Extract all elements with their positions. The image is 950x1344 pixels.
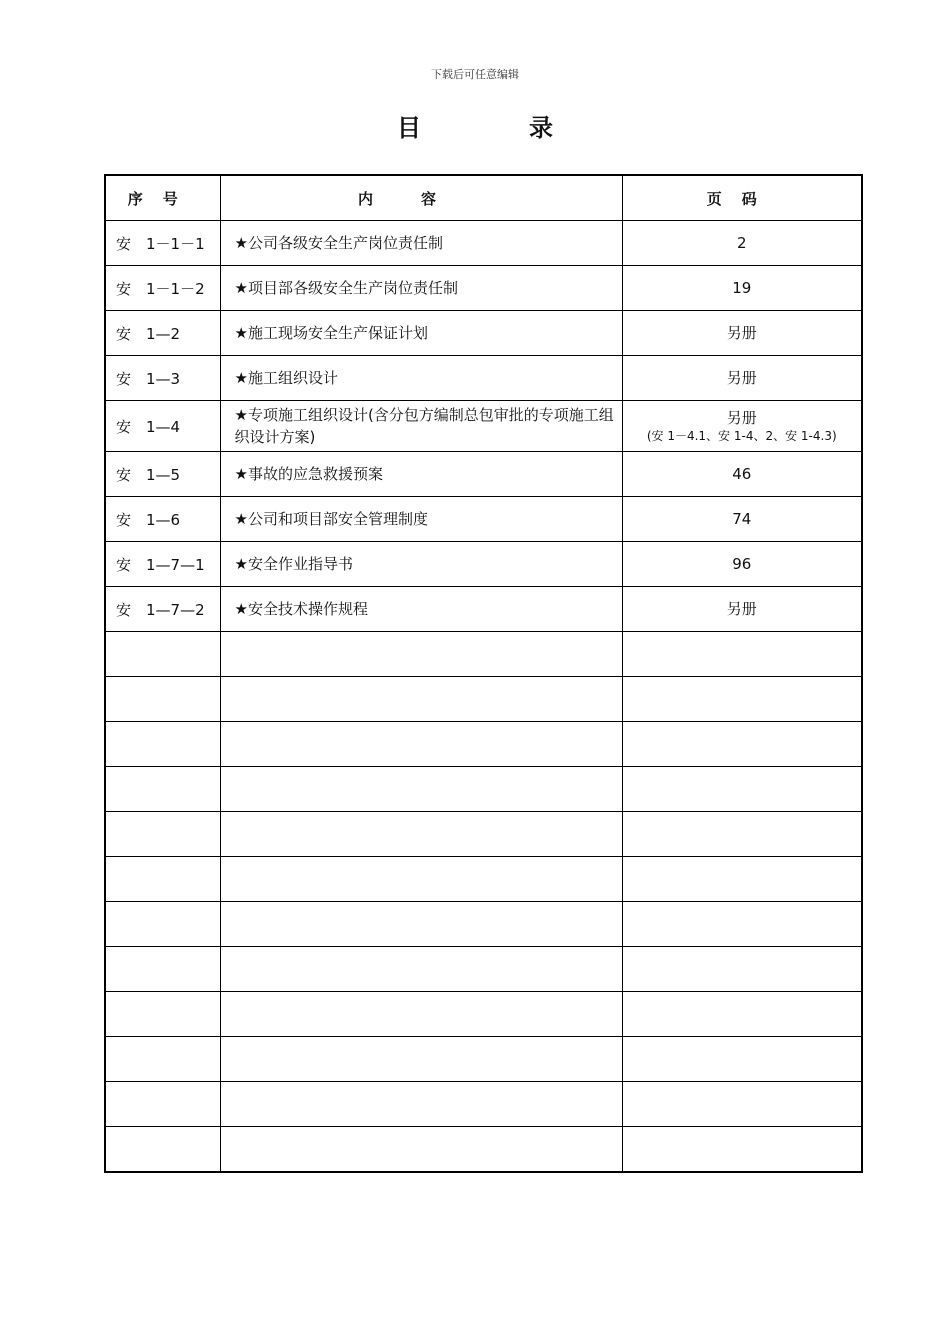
empty-cell: [105, 857, 220, 902]
row-content: ★公司各级安全生产岗位责任制: [220, 221, 622, 266]
row-seq: 安 1－1－1: [105, 221, 220, 266]
row-content: ★施工组织设计: [220, 356, 622, 401]
empty-cell: [220, 1037, 622, 1082]
table-row: [105, 587, 862, 632]
empty-cell: [105, 1037, 220, 1082]
row-seq: 安 1—7—2: [105, 587, 220, 632]
empty-cell: [622, 767, 862, 812]
column-header-page: 页码: [622, 175, 862, 221]
empty-cell: [105, 812, 220, 857]
empty-table-row: [105, 992, 862, 1037]
row-content: ★施工现场安全生产保证计划: [220, 311, 622, 356]
empty-cell: [105, 1082, 220, 1127]
empty-cell: [220, 947, 622, 992]
row-page: [622, 221, 862, 266]
row-content: ★安全技术操作规程: [220, 587, 622, 632]
empty-cell: [622, 1127, 862, 1173]
empty-table-row: [105, 1127, 862, 1173]
table-row: [105, 401, 862, 452]
empty-cell: [622, 677, 862, 722]
row-seq: 安 1—7—1: [105, 542, 220, 587]
row-seq: 安 1—5: [105, 452, 220, 497]
column-header-content: 内容: [220, 175, 622, 221]
empty-table-row: [105, 902, 862, 947]
empty-cell: [622, 632, 862, 677]
row-seq: 安 1—2: [105, 311, 220, 356]
row-page: [622, 542, 862, 587]
empty-cell: [220, 632, 622, 677]
empty-cell: [105, 1127, 220, 1173]
row-page-number: 另册: [726, 324, 757, 342]
row-page-number: 19: [732, 279, 752, 297]
table-header-row: [105, 175, 862, 221]
empty-table-row: [105, 1037, 862, 1082]
header-note: 下载后可任意编辑: [431, 68, 519, 81]
empty-cell: [220, 722, 622, 767]
empty-cell: [622, 947, 862, 992]
empty-cell: [220, 767, 622, 812]
empty-cell: [220, 1082, 622, 1127]
row-page: [622, 311, 862, 356]
row-page-number: 另册: [726, 369, 757, 387]
empty-table-row: [105, 812, 862, 857]
row-content: ★事故的应急救援预案: [220, 452, 622, 497]
empty-cell: [220, 857, 622, 902]
row-page-number: 另册: [726, 408, 757, 427]
table-row: [105, 497, 862, 542]
row-page: [622, 452, 862, 497]
empty-cell: [220, 902, 622, 947]
row-content: ★公司和项目部安全管理制度: [220, 497, 622, 542]
row-seq: 安 1—4: [105, 401, 220, 452]
empty-table-row: [105, 1082, 862, 1127]
empty-cell: [622, 722, 862, 767]
row-page: [622, 497, 862, 542]
empty-table-row: [105, 767, 862, 812]
empty-cell: [622, 812, 862, 857]
row-content: ★项目部各级安全生产岗位责任制: [220, 266, 622, 311]
row-page-number: 另册: [726, 600, 757, 618]
row-page-number: 74: [732, 510, 752, 528]
empty-cell: [105, 722, 220, 767]
page-title: 目 录: [397, 114, 595, 142]
empty-cell: [220, 677, 622, 722]
empty-cell: [105, 632, 220, 677]
empty-cell: [622, 1037, 862, 1082]
empty-cell: [105, 767, 220, 812]
row-seq: 安 1—6: [105, 497, 220, 542]
empty-cell: [622, 992, 862, 1037]
empty-table-row: [105, 632, 862, 677]
empty-table-row: [105, 722, 862, 767]
empty-cell: [105, 992, 220, 1037]
empty-cell: [220, 992, 622, 1037]
row-page: [622, 356, 862, 401]
empty-cell: [622, 902, 862, 947]
row-page: [622, 401, 862, 452]
table-row: [105, 266, 862, 311]
row-page-number: 96: [732, 555, 752, 573]
row-seq: 安 1—3: [105, 356, 220, 401]
row-page: [622, 587, 862, 632]
empty-cell: [622, 1082, 862, 1127]
row-page-number: 46: [732, 465, 752, 483]
empty-cell: [220, 1127, 622, 1173]
empty-cell: [105, 947, 220, 992]
row-content: ★安全作业指导书: [220, 542, 622, 587]
table-row: [105, 356, 862, 401]
empty-cell: [622, 857, 862, 902]
empty-table-row: [105, 857, 862, 902]
empty-cell: [220, 812, 622, 857]
table-row: [105, 452, 862, 497]
column-header-seq: 序号: [105, 175, 220, 221]
row-seq: 安 1－1－2: [105, 266, 220, 311]
empty-cell: [105, 902, 220, 947]
row-page-number: 2: [736, 234, 747, 252]
row-page: [622, 266, 862, 311]
empty-cell: [105, 677, 220, 722]
row-content: ★专项施工组织设计(含分包方编制总包审批的专项施工组织设计方案): [220, 401, 622, 452]
empty-table-row: [105, 677, 862, 722]
table-row: [105, 311, 862, 356]
toc-table: [104, 174, 863, 1173]
table-row: [105, 542, 862, 587]
row-page-note: (安 1－4.1、安 1-4、2、安 1-4.3): [646, 428, 837, 443]
empty-table-row: [105, 947, 862, 992]
table-row: [105, 221, 862, 266]
